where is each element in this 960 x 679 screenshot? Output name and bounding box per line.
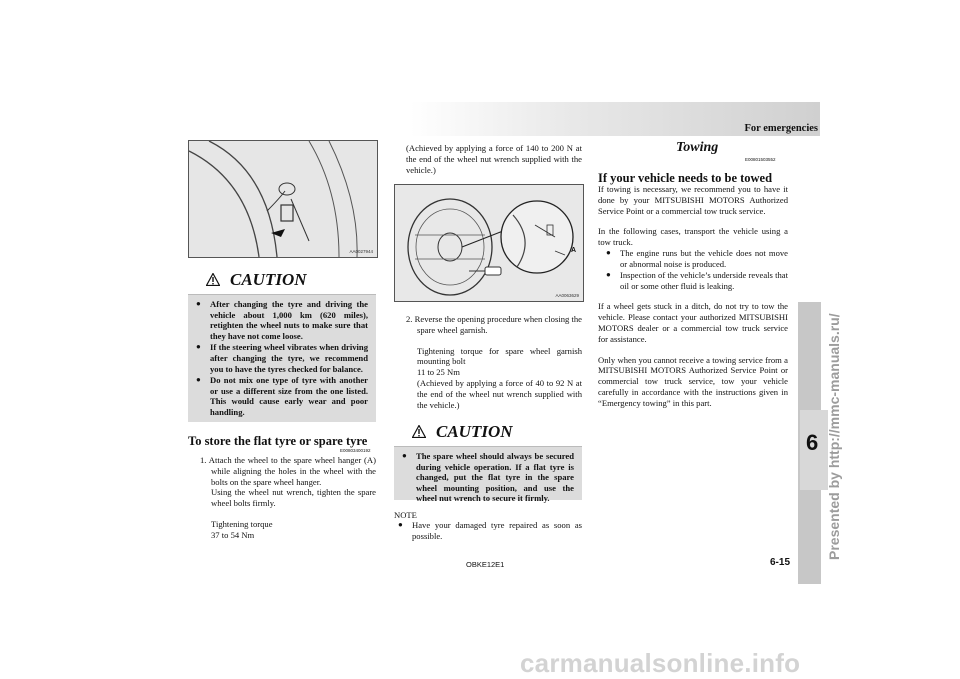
caution-title: CAUTION <box>436 422 513 441</box>
vertical-watermark: Presented by http://mmc-manuals.ru/ <box>826 313 842 560</box>
warning-icon <box>206 273 220 286</box>
running-header: For emergencies <box>744 123 818 134</box>
caution-header <box>188 268 376 295</box>
caution-header <box>394 420 582 447</box>
store-steps <box>200 455 376 541</box>
caution-title: CAUTION <box>230 270 307 289</box>
note-item: ● Have your damaged tyre repaired as soon as possible. <box>398 520 582 541</box>
caution-item: ● Do not mix one type of tyre with another or use a different size from the one listed. This would cause early wear and poor handling. <box>196 375 368 417</box>
towing-item: ● The engine runs but the vehicle does not move or abnormal noise is produced. <box>606 248 788 269</box>
store-code: E00803400192 <box>340 448 371 453</box>
closing-step-2: 2. Reverse the opening procedure when closing the spare wheel garnish. <box>406 314 582 335</box>
bottom-watermark: carmanualsonline.info <box>520 648 801 678</box>
towing-list <box>598 248 788 291</box>
figure-label-a: A <box>571 247 577 254</box>
towing-p2: In the following cases, transport the vehicle using a tow truck. <box>598 226 788 248</box>
section-number: 6 <box>806 430 819 455</box>
caution-list <box>188 295 376 425</box>
store-step-1b: Using the wheel nut wrench, tighten the spare wheel bolts firmly. <box>211 487 376 509</box>
torque-label: Tightening torque <box>211 518 273 529</box>
garnish-drawing <box>395 185 583 301</box>
closing-steps <box>406 314 582 410</box>
towing-body <box>598 184 788 409</box>
caution-box-1 <box>188 268 376 422</box>
achieved-text-2: (Achieved by applying a force of 40 to 92 N at the end of the wheel nut wrench supplied with the vehicle.) <box>417 377 582 410</box>
page-number: 6-15 <box>770 557 791 568</box>
warning-icon <box>412 425 426 438</box>
caution-item: ● The spare wheel should always be secured during vehicle operation. If a flat tyre is changed, put the flat tyre in the spare wheel mounting position, and use the wheel nut wrench to secure it firmly. <box>402 451 574 504</box>
store-step-1: 1. Attach the wheel to the spare wheel hanger (A) while aligning the holes in the wheel with the bolts on the spare wheel hanger. <box>200 455 376 487</box>
figure-spare-wheel-hanger <box>188 140 378 258</box>
towing-code: E00801503552 <box>745 157 776 162</box>
caution-box-2 <box>394 420 582 504</box>
garnish-torque-label: Tightening torque for spare wheel garnish mounting bolt <box>417 345 582 367</box>
note-list <box>398 520 582 542</box>
spacer <box>200 509 376 519</box>
towing-p3: If a wheel gets stuck in a ditch, do not try to tow the vehicle. Please contact your authorized MITSUBISHI MOTORS dealer or a commercial tow truck service for assistance. <box>598 301 788 344</box>
figure-spare-wheel-garnish <box>394 184 584 302</box>
caution-item: ● After changing the tyre and driving the vehicle about 1,000 km (620 miles), retighten the wheel nuts to make sure that they have not come loose. <box>196 299 368 341</box>
figure-code: AA0063629 <box>555 293 579 298</box>
doc-code: OBKE12E1 <box>466 560 505 569</box>
achieved-text-1: (Achieved by applying a force of 140 to 200 N at the end of the wheel nut wrench supplied with the vehicle.) <box>406 143 582 175</box>
towing-subheading: If your vehicle needs to be towed <box>598 171 773 185</box>
spacer <box>406 336 582 346</box>
note-label: NOTE <box>394 510 417 520</box>
caution-list <box>394 447 582 511</box>
torque-value: 37 to 54 Nm <box>211 529 255 540</box>
figure-code: AA0027944 <box>349 249 373 254</box>
spare-wheel-hanger-drawing <box>189 141 377 257</box>
towing-item: ● Inspection of the vehicle’s underside reveals that oil or some other fluid is leaking. <box>606 270 788 291</box>
garnish-torque-value: 11 to 25 Nm <box>417 367 460 378</box>
store-heading: To store the flat tyre or spare tyre <box>188 434 368 448</box>
towing-p4: Only when you cannot receive a towing service from a MITSUBISHI MOTORS Authorized Service Point or commercial tow truck service, tow your vehicle carefully in accordance with the instructions given in “Emergency towing” in this part. <box>598 354 788 408</box>
caution-item: ● If the steering wheel vibrates when driving after changing the tyre, we recommend you to have the tyres checked for balance. <box>196 342 368 374</box>
towing-p1: If towing is necessary, we recommend you to have it done by your MITSUBISHI MOTORS Authorized Service Point or a commercial tow truck service. <box>598 184 788 216</box>
towing-title: Towing <box>676 140 719 155</box>
